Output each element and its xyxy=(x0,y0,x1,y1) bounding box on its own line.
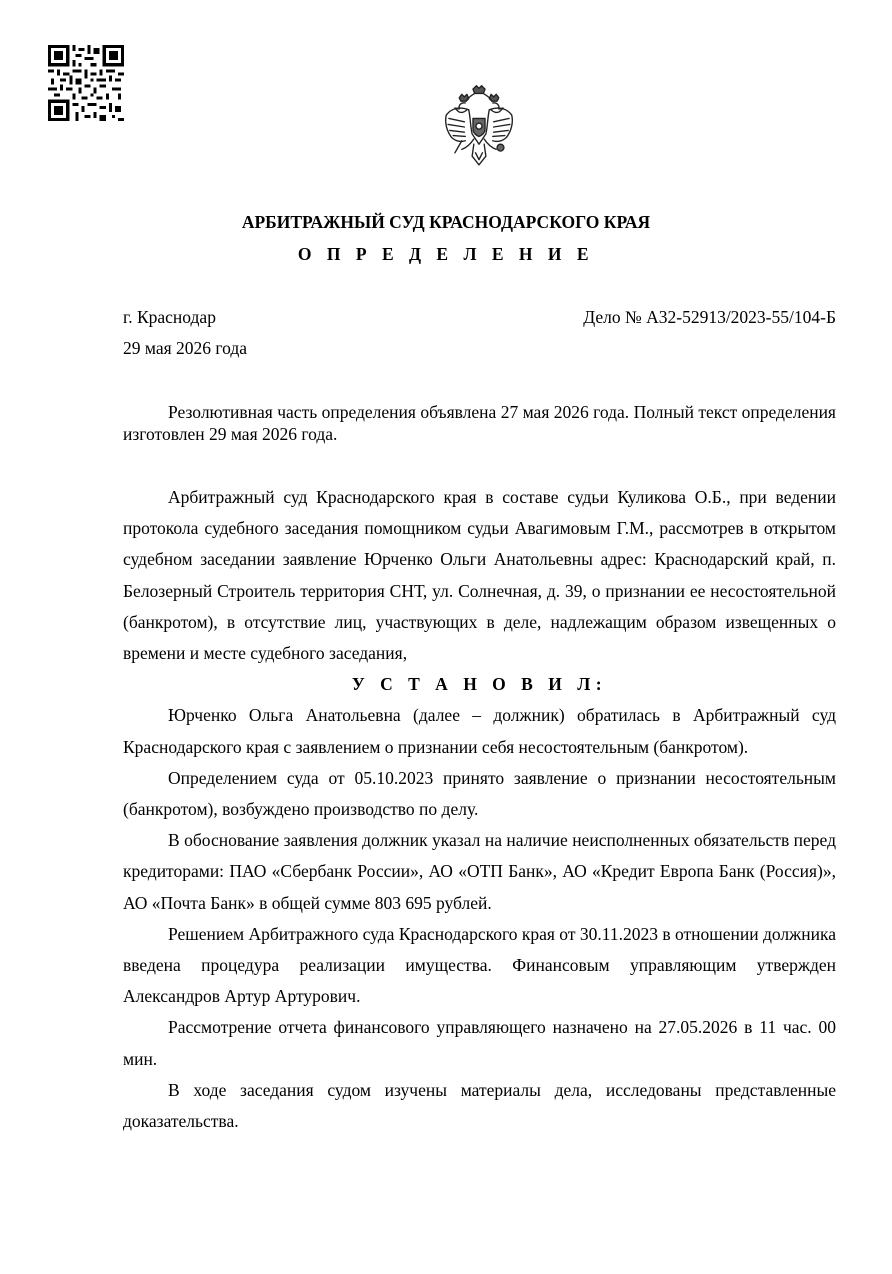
body-paragraph: Рассмотрение отчета финансового управляющего назначено на 27.05.2026 в 11 час. 00 мин. xyxy=(123,1017,836,1069)
body-paragraph: Определением суда от 05.10.2023 принято заявление о признании несостоятельным (банкротом), возбуждено производство по делу. xyxy=(123,767,836,820)
ustanovil-heading: У С Т А Н О В И Л: xyxy=(351,674,608,695)
composition-paragraph: Арбитражный суд Краснодарского края в составе судьи Куликова О.Б., при ведении протокола судебного заседания помощником судьи Авагимовым Г.М., рассмотрев в открытом судебном заседании заявление Юрченко Ольги Анатольевны адрес: Краснодарский край, п. Белозерный Строитель территория СНТ, ул. Солнечная, д. 39, о признании ее несостоятельной (банкротом), в отсутствие лиц, участвующих в деле, надлежащим образом извещенных о времени и месте судебного заседания, xyxy=(123,487,836,664)
city: г. Краснодар xyxy=(123,307,216,327)
body-paragraph: Решением Арбитражного суда Краснодарского края от 30.11.2023 в отношении должника введена процедура реализации имущества. Финансовым управляющим утвержден Александров Артур Артурович. xyxy=(123,923,836,1007)
resolution-paragraph: Резолютивная часть определения объявлена 27 мая 2026 года. Полный текст определения изготовлен 29 мая 2026 года. xyxy=(123,402,836,444)
body-paragraph: В ходе заседания судом изучены материалы дела, исследованы представленные доказательства. xyxy=(123,1079,836,1132)
case-number: Дело № А32-52913/2023-55/104-Б xyxy=(583,307,836,327)
qr-code-icon xyxy=(48,45,124,121)
body-paragraph: Юрченко Ольга Анатольевна (далее – должник) обратилась в Арбитражный суд Краснодарского края с заявлением о признании себя несостоятельным (банкротом). xyxy=(123,705,836,757)
document-body xyxy=(123,401,836,1137)
document-date: 29 мая 2026 года xyxy=(123,338,248,358)
body-paragraph: В обоснование заявления должник указал на наличие неисполненных обязательств перед кредиторами: ПАО «Сбербанк России», АО «ОТП Банк», АО «Кредит Европа Банк (Россия)», АО «Почта Банк» в общей сумме 803 695 рублей. xyxy=(123,830,836,913)
document-type: О П Р Е Д Е Л Е Н И Е xyxy=(297,244,595,264)
coat-of-arms-icon xyxy=(436,84,522,170)
court-name: АРБИТРАЖНЫЙ СУД КРАСНОДАРСКОГО КРАЯ xyxy=(241,212,651,232)
